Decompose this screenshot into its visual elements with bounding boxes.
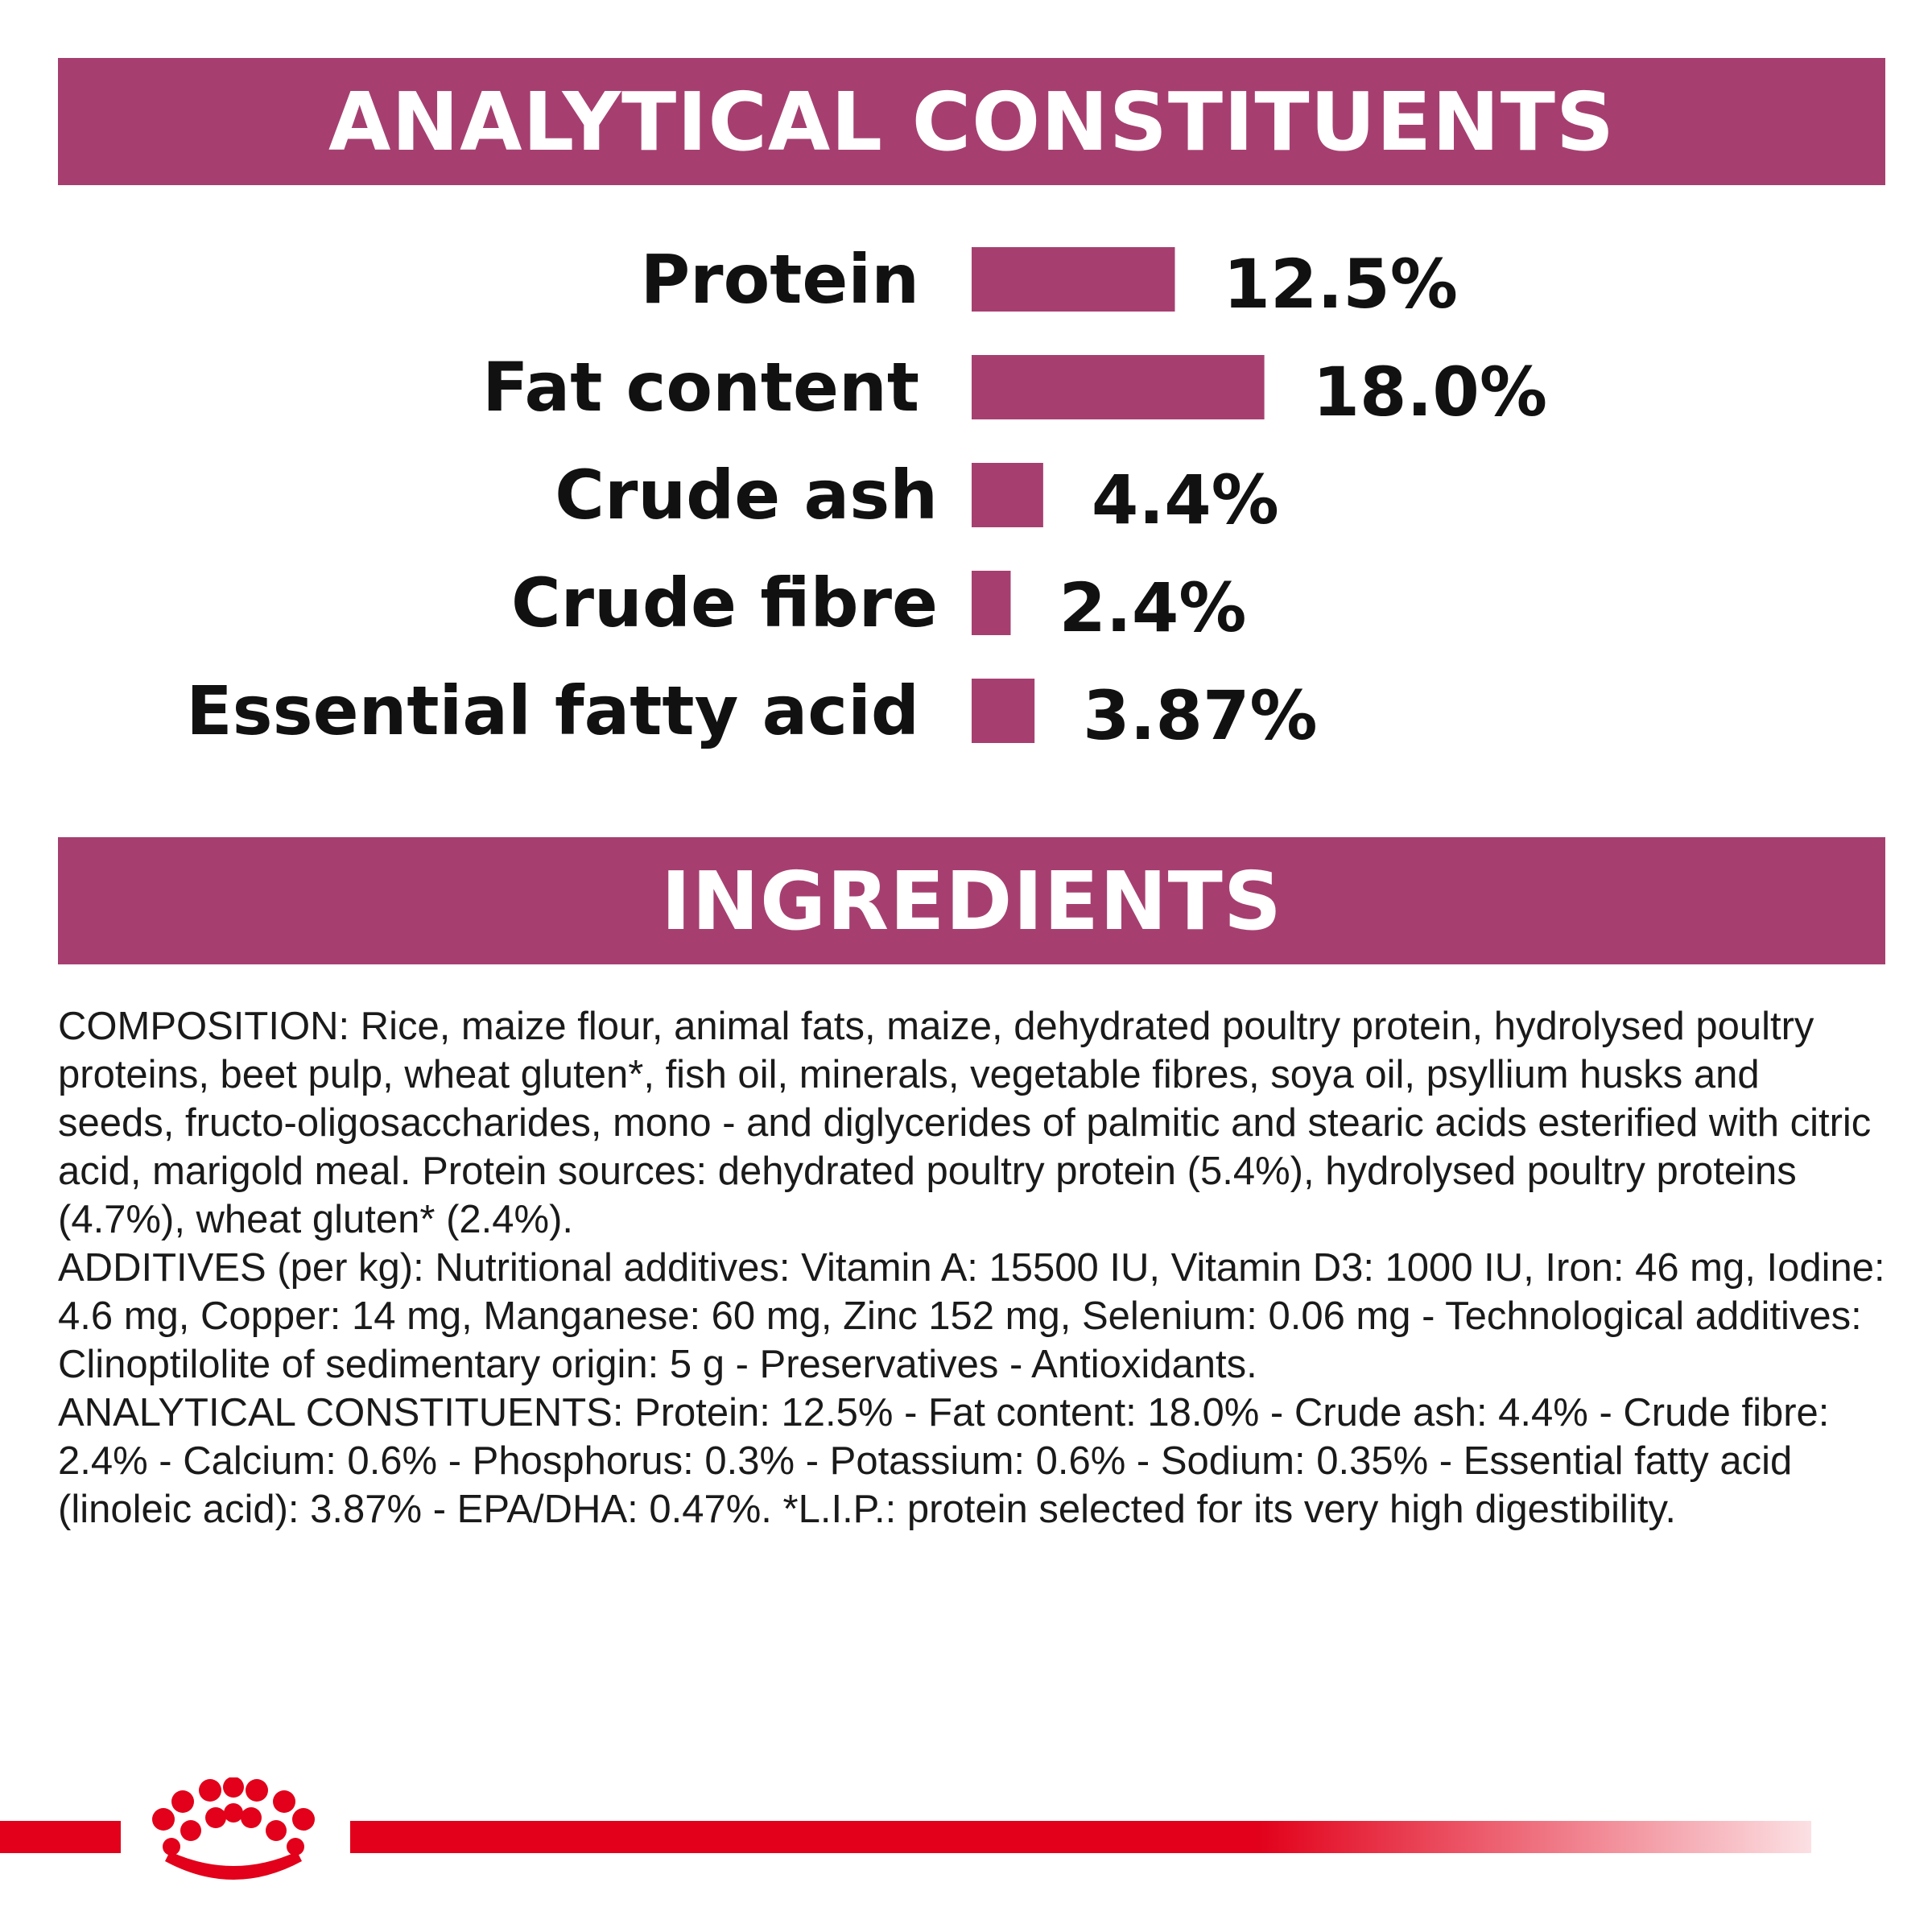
analytical-constituents-banner xyxy=(58,58,1885,185)
constituents-bar-chart xyxy=(0,217,1932,781)
crown-logo-icon xyxy=(133,1777,334,1890)
value-label: 2.4% xyxy=(1059,568,1247,647)
bar xyxy=(972,679,1034,743)
composition-paragraph: COMPOSITION: Rice, maize flour, animal fats, maize, dehydrated poultry protein, hydrolysed poultry proteins, beet pulp, wheat gluten*, fish oil, minerals, vegetable fibres, soya oil, psyllium husks and seeds, fructo-oligosaccharides, mono - and diglycerides of palmitic and stearic acids esterified with citric acid, marigold meal. Protein sources: dehydrated poultry protein (5.4%), hydrolysed poultry proteins (4.7%), wheat gluten* (2.4%). xyxy=(58,1005,1872,1241)
ingredients-text xyxy=(58,1002,1885,1534)
value-label: 18.0% xyxy=(1312,353,1548,431)
bar xyxy=(972,355,1265,419)
value-label: 3.87% xyxy=(1083,676,1318,755)
value-label: 12.5% xyxy=(1223,245,1458,324)
crown-arc xyxy=(165,1852,302,1880)
analytical-paragraph: ANALYTICAL CONSTITUENTS: Protein: 12.5% - Fat content: 18.0% - Crude ash: 4.4% - Crude fibre: 2.4% - Calcium: 0.6% - Phosphorus: 0.3% - Potassium: 0.6% - Sodium: 0.35% - Essential fatty acid (linoleic acid): 3.87% - EPA/DHA: 0.47%. *L.I.P.: protein selected for its very high digestibility. xyxy=(58,1391,1830,1531)
analytical-constituents-title: ANALYTICAL CONSTITUENTS xyxy=(328,74,1615,169)
value-label: 4.4% xyxy=(1091,460,1279,539)
category-label: Crude ash xyxy=(555,456,938,535)
bar xyxy=(972,463,1043,527)
footer-line-right xyxy=(350,1821,1811,1853)
bar xyxy=(972,247,1175,312)
category-label: Crude fibre xyxy=(510,564,938,642)
category-label: Fat content xyxy=(482,348,919,427)
footer-line-left xyxy=(0,1821,121,1853)
ingredients-title: INGREDIENTS xyxy=(661,853,1282,948)
category-label: Protein xyxy=(640,240,919,319)
crown-dots xyxy=(152,1777,315,1856)
bar xyxy=(972,571,1010,635)
ingredients-banner xyxy=(58,837,1885,964)
additives-paragraph: ADDITIVES (per kg): Nutritional additives: Vitamin A: 15500 IU, Vitamin D3: 1000 IU, Iron: 46 mg, Iodine: 4.6 mg, Copper: 14 mg, Manganese: 60 mg, Zinc 152 mg, Selenium: 0.06 mg - Technological additives: Clinoptilolite of sedimentary origin: 5 g - Preservatives - Antioxidants. xyxy=(58,1246,1885,1386)
category-label: Essential fatty acid xyxy=(186,671,919,750)
